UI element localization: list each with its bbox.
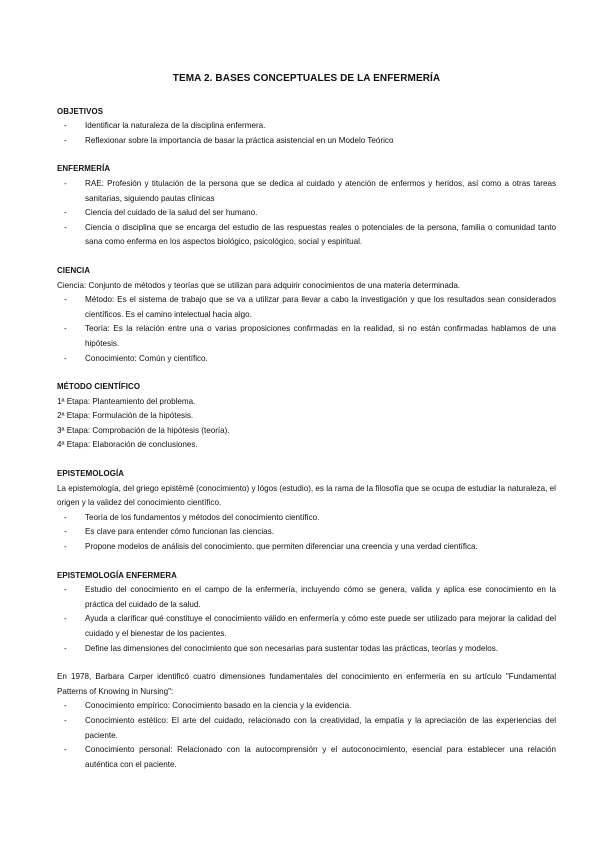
paragraph: En 1978, Barbara Carper identificó cuatro dimensiones fundamentales del conocimiento en enfermería en su artículo "Fundamental Patterns of Knowing in Nursing": [57,672,556,696]
list-item: - Conocimiento: Común y científico. [57,352,556,367]
section-carper [57,670,556,772]
section-heading: ENFERMERÍA [57,164,111,174]
section-heading: EPISTEMOLOGÍA ENFERMERA [57,570,177,580]
list-item: - Ciencia del cuidado de la salud del ser humano. [57,206,556,221]
list-item: - Conocimiento personal: Relacionado con la autocomprensión y el autoconocimiento, esencial para establecer una relación auténtica con el paciente. [57,743,556,772]
section-objetivos [57,105,556,149]
bullet-list [57,699,556,772]
list-item: - Reflexionar sobre la importancia de basar la práctica asistencial en un Modelo Teórico [57,134,556,149]
list-item: - Estudio del conocimiento en el campo de la enfermería, incluyendo cómo se genera, valida y aplica ese conocimiento en la práctica del cuidado de la salud. [57,583,556,612]
section-heading: OBJETIVOS [57,106,104,116]
section-epistemologia [57,467,556,555]
list-item: - Identificar la naturaleza de la disciplina enfermera. [57,119,556,134]
list-item: - Define las dimensiones del conocimiento que son necesarias para sustentar todas las prácticas, teorías y modelos. [57,642,556,657]
bullet-list [57,583,556,656]
section-epistemologia-enfermera [57,569,556,657]
list-item: - Teoría de los fundamentos y métodos del conocimiento científico. [57,511,556,526]
list-item: - RAE: Profesión y titulación de la persona que se dedica al cuidado y atención de enfermos y heridos, así como a otras tareas sanitarias, siguiendo pautas clínicas [57,177,556,206]
list-item: - Ciencia o disciplina que se encarga del estudio de las respuestas reales o potenciales de la persona, familia o comunidad tanto sana como enferma en los aspectos biológico, psicológico, social y espiritual. [57,221,556,250]
list-item: - Ayuda a clarificar qué constituye el conocimiento válido en enfermería y cómo este puede ser utilizado para mejorar la calidad del cuidado y el bienestar de los pacientes. [57,612,556,641]
section-ciencia [57,264,556,366]
bullet-list [57,511,556,555]
paragraph: La epistemología, del griego epistēmē (conocimiento) y lógos (estudio), es la rama de la filosofía que se ocupa de estudiar la naturaleza, el origen y la validez del conocimiento científico. [57,483,556,508]
method-step: 2ª Etapa: Formulación de la hipótesis. [57,411,194,421]
section-heading: CIENCIA [57,265,91,275]
list-item: - Conocimiento estético: El arte del cuidado, relacionado con la creatividad, la empatía y la apreciación de las experiencias del paciente. [57,714,556,743]
list-item: - Método: Es el sistema de trabajo que se va a utilizar para llevar a cabo la investigación y que los resultados sean considerados científicos. Es el camino intelectual hacia algo. [57,293,556,322]
section-heading: MÉTODO CIENTÍFICO [57,382,141,392]
paragraph: Ciencia: Conjunto de métodos y teorías que se utilizan para adquirir conocimientos de una materia determinada. [57,280,461,290]
document-title: TEMA 2. BASES CONCEPTUALES DE LA ENFERMERÍA [172,73,441,84]
list-item: - Es clave para entender cómo funcionan las ciencias. [57,525,556,540]
bullet-list [57,293,556,366]
section-heading: EPISTEMOLOGÍA [57,469,125,479]
method-step: 4ª Etapa: Elaboración de conclusiones. [57,440,198,450]
method-step: 1ª Etapa: Planteamiento del problema. [57,396,196,406]
list-item: - Propone modelos de análisis del conocimiento, que permiten diferenciar una creencia y una verdad científica. [57,540,556,555]
list-item: - Conocimiento empírico: Conocimiento basado en la ciencia y la evidencia. [57,699,556,714]
list-item: - Teoría: Es la relación entre una o varias proposiciones confirmadas en la realidad, si no están confirmadas hablamos de una hipótesis. [57,322,556,351]
bullet-list [57,119,556,148]
section-metodo-cientifico [57,380,556,453]
bullet-list [57,177,556,250]
method-step: 3ª Etapa: Comprobación de la hipótesis (teoría). [57,425,230,435]
section-enfermeria [57,162,556,250]
